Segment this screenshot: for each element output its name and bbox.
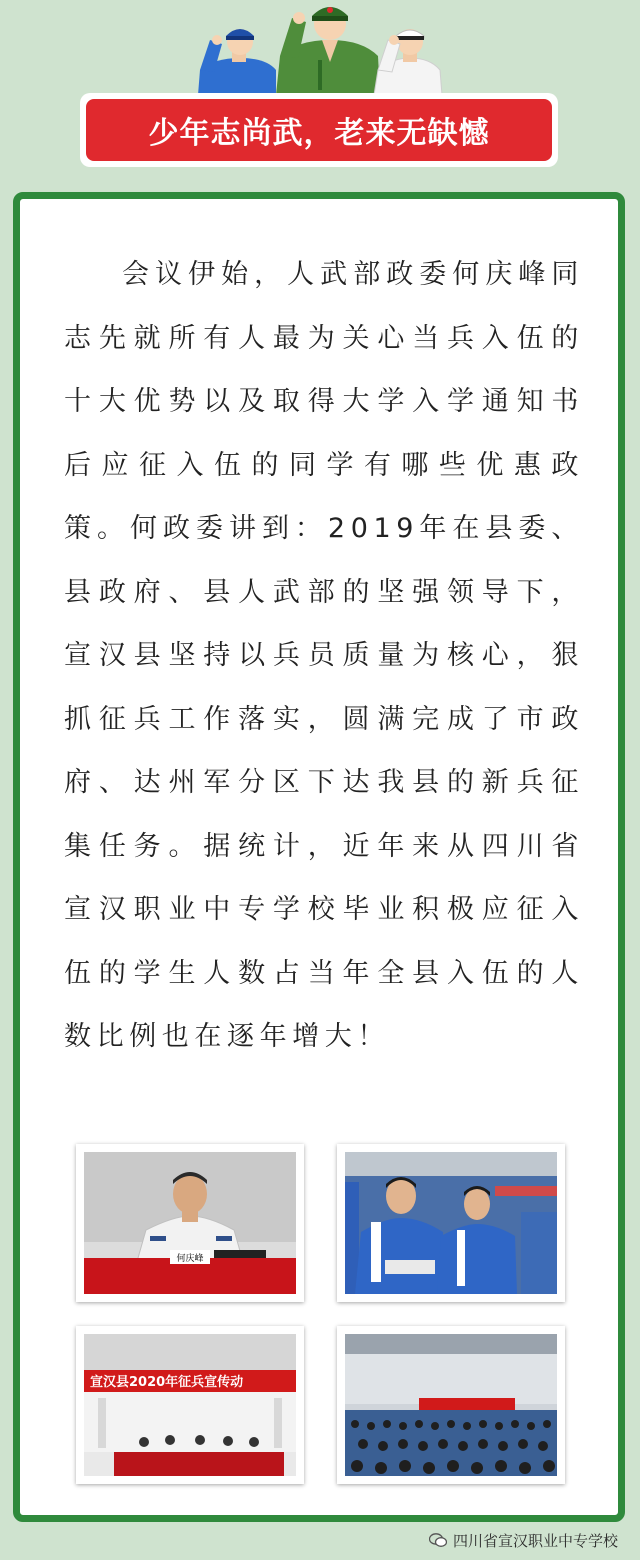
section-title: 少年志尚武，老来无缺憾 xyxy=(86,99,552,161)
account-name: 四川省宣汉职业中专学校 xyxy=(452,1531,618,1550)
army-soldier-figure xyxy=(276,7,380,95)
photo-auditorium-crowd xyxy=(337,1326,565,1484)
article-card xyxy=(13,192,625,1522)
article-paragraph: 会议伊始，人武部政委何庆峰同志先就所有人最为关心当兵入伍的十大优势以及取得大学入学通知书后应征入伍的同学有哪些优惠政策。何政委讲到：2019年在县委、县政府、县人武部的坚强领导下，宣汉县坚持以兵员质量为核心，狠抓征兵工作落实，圆满完成了市政府、达州军分区下达我县的新兵征集任务。据统计，近年来从四川省宣汉职业中专学校毕业积极应征入伍的学生人数占当年全县入伍的人数比例也在逐年增大！ xyxy=(64,259,584,1052)
account-watermark xyxy=(429,1527,618,1553)
police-soldier-figure xyxy=(198,29,276,95)
officer-name-card: 何庆峰 xyxy=(176,1254,204,1264)
soldiers-illustration xyxy=(0,0,640,95)
wechat-icon xyxy=(429,1533,447,1547)
navy-soldier-figure xyxy=(374,29,442,95)
section-title-banner xyxy=(80,93,558,167)
photo-students-listening xyxy=(337,1144,565,1302)
stage-banner-text: 宣汉县2020年征兵宣传动 xyxy=(90,1375,244,1390)
photo-conference-stage xyxy=(76,1326,304,1484)
photo-officer-speaking xyxy=(76,1144,304,1302)
